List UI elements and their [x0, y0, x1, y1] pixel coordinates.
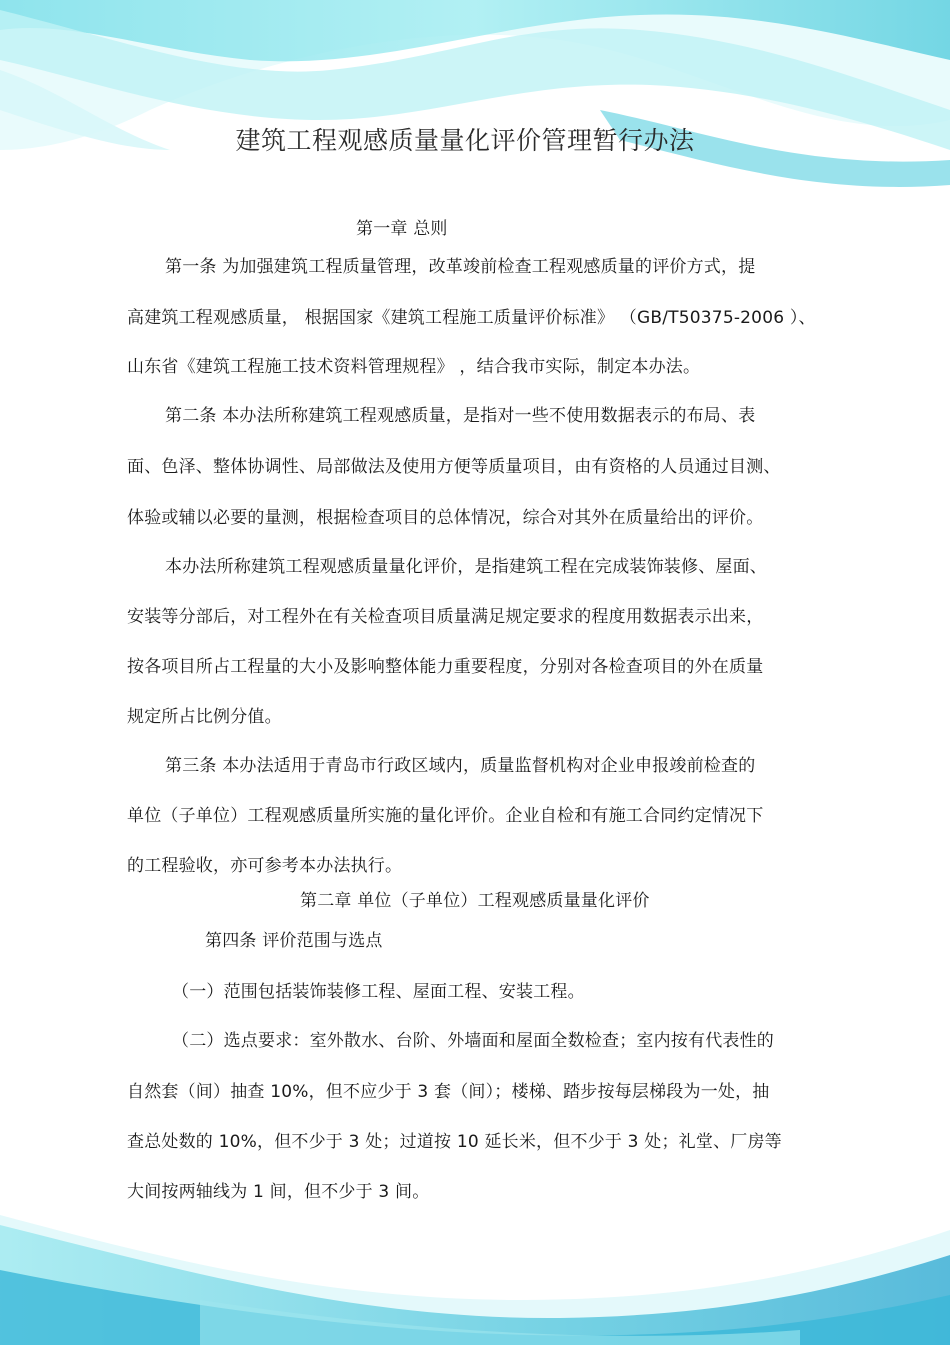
- paragraph-line: 自然套（间）抽查 10%，但不应少于 3 套（间）；楼梯、踏步按每层梯段为一处，抽: [127, 1082, 770, 1102]
- paragraph-line: 安装等分部后，对工程外在有关检查项目质量满足规定要求的程度用数据表示出来，: [127, 607, 764, 627]
- paragraph-line: 第二条 本办法所称建筑工程观感质量，是指对一些不使用数据表示的布局、表: [165, 406, 756, 426]
- paragraph-line: 的工程验收，亦可参考本办法执行。: [127, 856, 403, 876]
- paragraph-line: 按各项目所占工程量的大小及影响整体能力重要程度，分别对各检查项目的外在质量: [127, 657, 764, 677]
- paragraph-line: 第三条 本办法适用于青岛市行政区域内，质量监督机构对企业申报竣前检查的: [165, 756, 756, 776]
- paragraph-line: 体验或辅以必要的量测，根据检查项目的总体情况，综合对其外在质量给出的评价。: [127, 508, 764, 528]
- paragraph-line: 本办法所称建筑工程观感质量量化评价，是指建筑工程在完成装饰装修、屋面、: [165, 557, 767, 577]
- paragraph-line: 山东省《建筑工程施工技术资料管理规程》 ，结合我市实际，制定本办法。: [127, 357, 701, 377]
- paragraph-line: 面、色泽、整体协调性、局部做法及使用方便等质量项目，由有资格的人员通过目测、: [127, 457, 781, 477]
- paragraph-line: （二）选点要求：室外散水、台阶、外墙面和屋面全数检查；室内按有代表性的: [172, 1031, 774, 1051]
- paragraph-line: 高建筑工程观感质量， 根据国家《建筑工程施工质量评价标准》 （GB/T50375-2006 ）、: [127, 308, 816, 328]
- document-title: 建筑工程观感质量量化评价管理暂行办法: [235, 126, 695, 155]
- paragraph-line: 单位（子单位）工程观感质量所实施的量化评价。企业自检和有施工合同约定情况下: [127, 806, 764, 826]
- paragraph-line: 大间按两轴线为 1 间，但不少于 3 间。: [127, 1182, 430, 1202]
- paragraph-line: 第一条 为加强建筑工程质量管理，改革竣前检查工程观感质量的评价方式，提: [165, 257, 756, 277]
- article-4-heading: 第四条 评价范围与选点: [205, 931, 383, 951]
- paragraph-line: （一）范围包括装饰装修工程、屋面工程、安装工程。: [172, 982, 585, 1002]
- paragraph-line: 规定所占比例分值。: [127, 707, 282, 727]
- chapter-2-heading: 第二章 单位（子单位）工程观感质量量化评价: [300, 891, 650, 911]
- chapter-1-heading: 第一章 总则: [356, 219, 448, 239]
- paragraph-line: 查总处数的 10%，但不少于 3 处；过道按 10 延长米，但不少于 3 处；礼堂、厂房等: [127, 1132, 782, 1152]
